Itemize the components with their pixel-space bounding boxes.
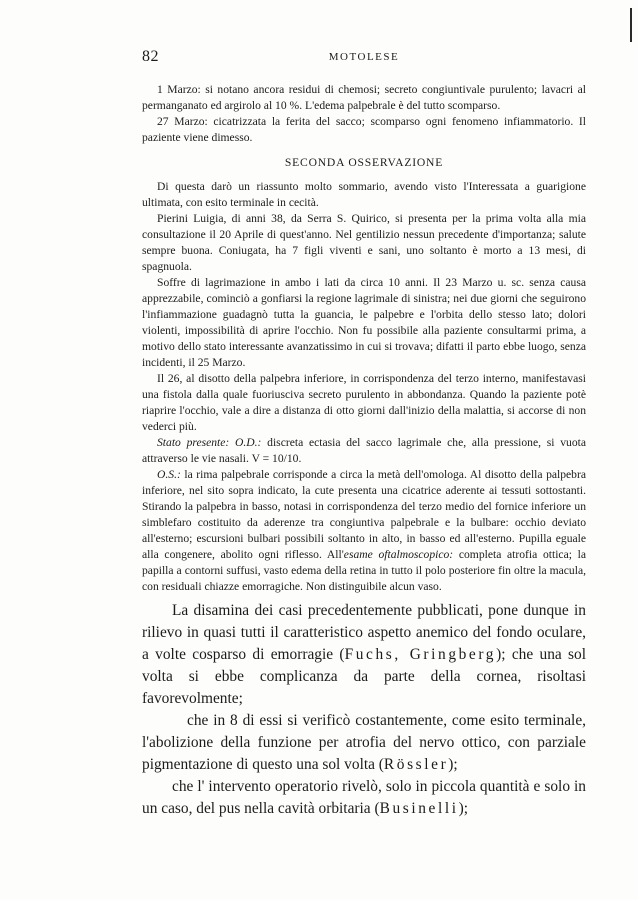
paragraph: Soffre di lagrimazione in ambo i lati da circa 10 anni. Il 23 Marzo u. sc. senza causa apprezzabile, cominciò a gonfiarsi la regione lagrimale di sinistra; nei due giorni che seguirono l'infiammazione guadagnò tutta la guancia, le palpebre e l'orbita dello stesso lato; dolori violenti, impossibilità di aprire l'occhio. Non fu possibile alla paziente consultarmi prima, a motivo dello stato interessante avanzatissimo in cui si trovava; difatti il parto ebbe luogo, senza incidenti, il 25 Marzo. [142,276,586,369]
paragraph: 27 Marzo: cicatrizzata la ferita del sacco; scomparso ogni fenomeno infiammatorio. Il paziente viene dimesso. [142,115,586,144]
italic-label: O.S.: [157,468,181,481]
text-run: ); che una sol volta si ebbe complicanza da parte della cornea, risoltasi favorevolmente; [142,646,587,707]
italic-label: Stato presente: O.D.: [157,436,262,449]
clinical-notes [142,82,586,595]
paragraph: Pierini Luigia, di anni 38, da Serra S. Quirico, si presenta per la prima volta alla mia consultazione il 20 Aprile di quest'anno. Nel gentilizio nessun precedente d'importanza; salute sempre buona. Coniugata, ha 7 figli viventi e sani, uno soltanto è morto a 13 mesi, di spagnuola. [142,212,586,273]
paragraph: Il 26, al disotto della palpebra inferiore, in corrispondenza del terzo interno, manifestavasi una fistola dalla quale fuoriusciva secreto purulento in abbondanza. Quando la paziente potè riaprire l'occhio, vale a dire a distanza di otto giorni dall'inizio della malattia, si accorse di non vederci più. [142,372,586,433]
author-citation: Rössler [383,756,449,773]
text-run: ); [448,756,458,773]
paragraph: Di questa darò un riassunto molto sommario, avendo visto l'Interessata a guarigione ultimata, con esito terminale in cecità. [142,180,586,209]
scan-edge-mark [630,8,632,42]
text-run: che l' intervento operatorio rivelò, solo in piccola quantità e solo in un caso, del pus nella cavità orbitaria ( [142,778,586,817]
paragraph [142,710,586,776]
author-citation: Fuchs, Gringberg [344,646,497,663]
text-run: occhio deviato all'esterno; escursioni bulbari possibili soltanto in alto, in basso ed all'esterno. Pupilla eguale alla congenere, abolito ogni riflesso. All' [142,516,586,561]
running-head: MOTOLESE [328,51,400,63]
text-run: completa atrofia ottica; la papilla a contorni suffusi, vasto edema della retina in tutto il polo posteriore fin oltre la macula, con residuali chiazze emorragiche. Non distinguibile alcun vaso. [142,548,586,593]
paragraph [142,600,586,710]
text-run: La disamina dei casi precedentemente pubblicati, pone dunque in rilievo in quasi tutti il caratteristico aspetto anemico del fondo oculare, a volte cosparso di emorragie ( [142,602,586,663]
paragraph: 1 Marzo: si notano ancora residui di chemosi; secreto congiuntivale purulento; lavacri al permanganato ed argirolo al 10 %. L'edema palpebrale è del tutto scomparso. [142,83,586,112]
text-run: ); [458,800,468,817]
conclusions [142,600,586,820]
paragraph [142,435,586,467]
page-number: 82 [142,48,159,65]
paragraph [142,467,586,595]
paragraph [142,776,586,820]
text-run: che in 8 di essi si verificò costantemente, come esito terminale, l'abolizione della funzione per atrofia del nervo ottico, con parziale pigmentazione di questo una sol volta ( [142,712,586,773]
italic-label: esame oftalmoscopico: [343,548,454,561]
page-header [142,48,586,70]
text-run: discreta ectasia del sacco lagrimale che, alla pressione, si vuota attraverso le vie nasali. V = 10/10. [142,436,586,465]
author-citation: Businelli [379,800,459,817]
section-title: SECONDA OSSERVAZIONE [284,156,444,169]
text-run: la rima palpebrale corrisponde a circa la metà dell'omologa. Al disotto della palpebra inferiore, nel sito sopra indicato, la cute presenta una cicatrice aderente ai tessuti sottostanti. Stirando la palpebra in basso, notasi in corrispondenza del terzo medio del fornice inferiore un simblefaro costituito da aderenze tra congiuntiva palpebrale e la bulbare: [142,468,586,529]
